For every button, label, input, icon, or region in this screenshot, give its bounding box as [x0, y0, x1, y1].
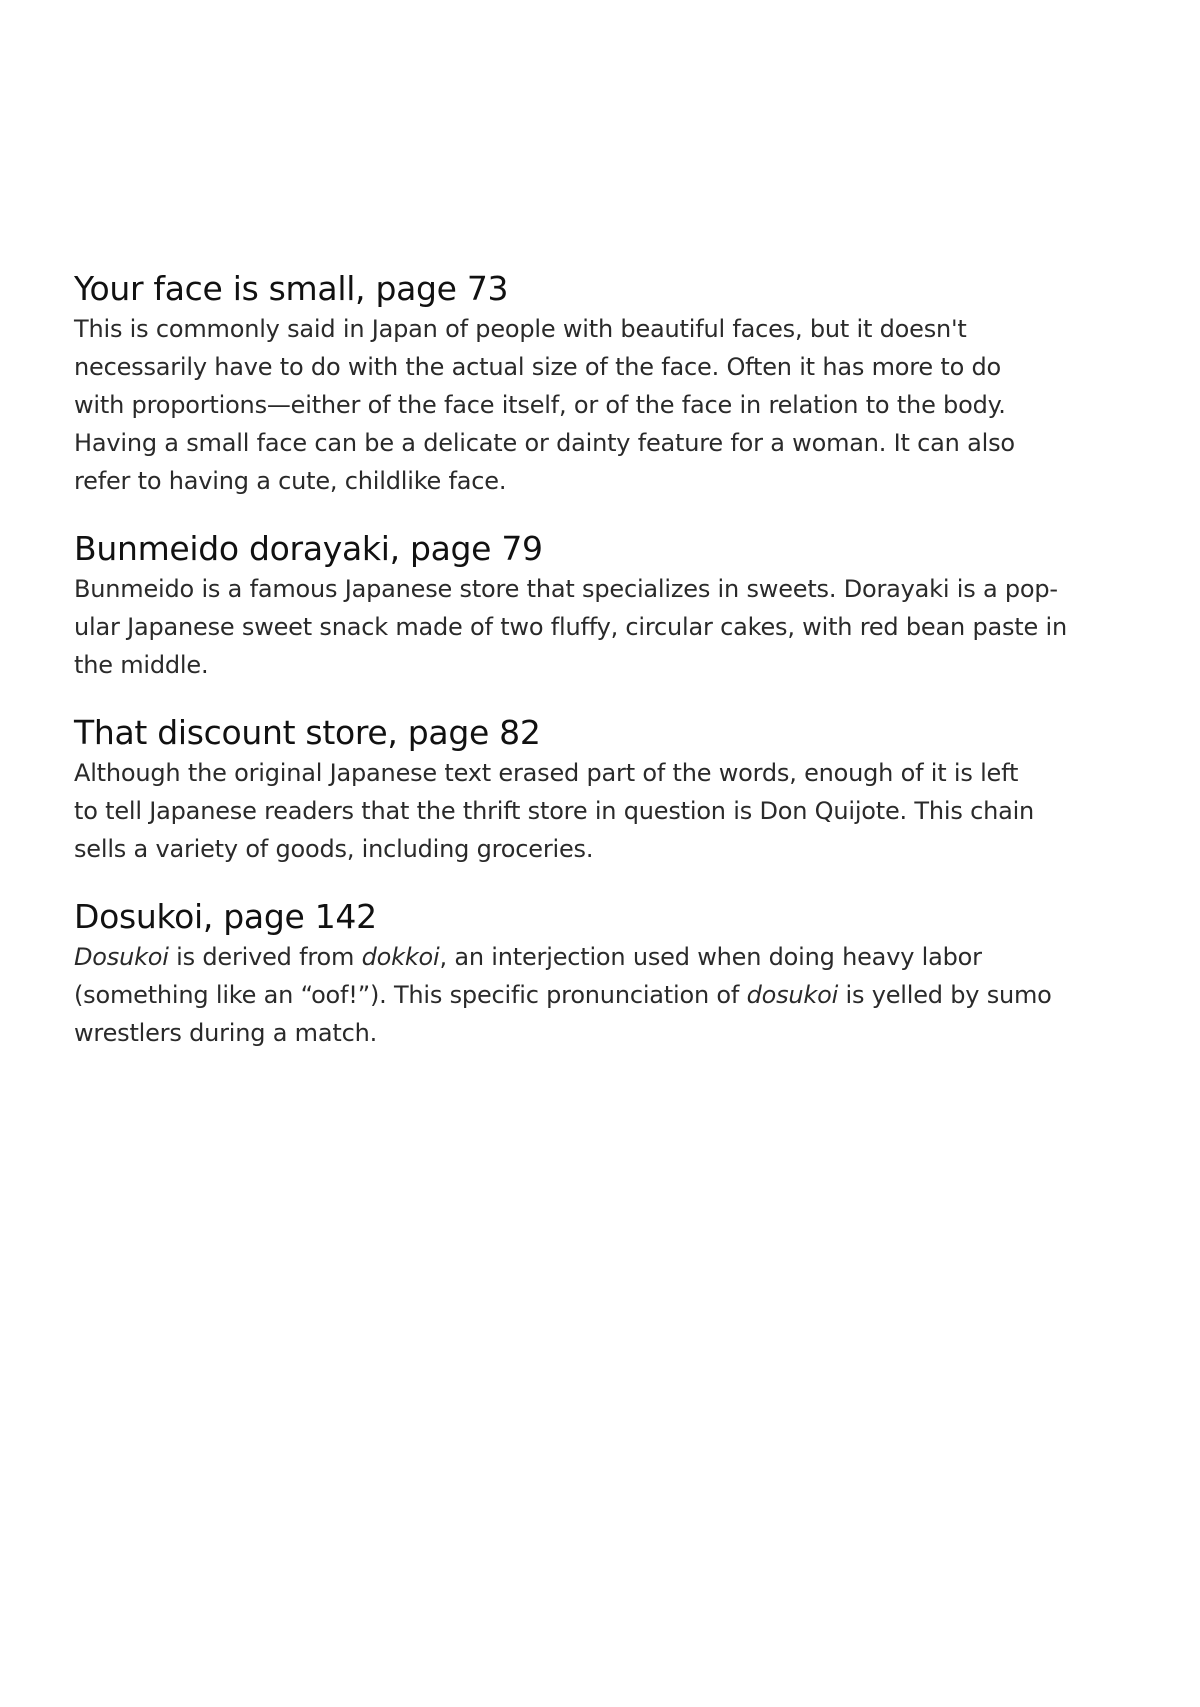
translation-notes-page	[74, 268, 1134, 1080]
note-title: Bunmeido dorayaki, page 79	[74, 529, 543, 568]
body-line: refer to having a cute, childlike face.	[74, 467, 507, 495]
note-bunmeido-dorayaki	[74, 528, 1134, 684]
body-line: ular Japanese sweet snack made of two fluffy, circular cakes, with red bean paste in	[74, 613, 1067, 641]
italic-term: dosukoi	[746, 981, 839, 1009]
body-text: is yelled by sumo	[838, 981, 1052, 1009]
note-dosukoi	[74, 896, 1134, 1052]
body-line: Having a small face can be a delicate or dainty feature for a woman. It can also	[74, 429, 1015, 457]
body-line: This is commonly said in Japan of people with beautiful faces, but it doesn't	[74, 315, 967, 343]
body-text: , an interjection used when doing heavy labor	[439, 943, 982, 971]
body-text: wrestlers during a match.	[74, 1019, 378, 1047]
body-line: the middle.	[74, 651, 209, 679]
note-body	[74, 570, 1134, 684]
body-text: is derived from	[168, 943, 362, 971]
body-line: Although the original Japanese text erased part of the words, enough of it is left	[74, 759, 1019, 787]
note-title: Dosukoi, page 142	[74, 897, 377, 936]
body-line: sells a variety of goods, including groceries.	[74, 835, 594, 863]
note-body	[74, 938, 1134, 1052]
note-that-discount-store	[74, 712, 1134, 868]
note-title: Your face is small, page 73	[74, 269, 509, 308]
note-body	[74, 754, 1134, 868]
body-line: Bunmeido is a famous Japanese store that specializes in sweets. Dorayaki is a pop-	[74, 575, 1058, 603]
body-line: necessarily have to do with the actual size of the face. Often it has more to do	[74, 353, 1002, 381]
body-line: with proportions—either of the face itself, or of the face in relation to the body.	[74, 391, 1006, 419]
body-line: to tell Japanese readers that the thrift store in question is Don Quijote. This chain	[74, 797, 1035, 825]
italic-term: Dosukoi	[74, 943, 169, 971]
italic-term: dokkoi	[361, 943, 440, 971]
note-your-face-is-small	[74, 268, 1134, 500]
note-body	[74, 310, 1134, 500]
note-title: That discount store, page 82	[74, 713, 541, 752]
body-text: (something like an “oof!”). This specific pronunciation of	[74, 981, 747, 1009]
